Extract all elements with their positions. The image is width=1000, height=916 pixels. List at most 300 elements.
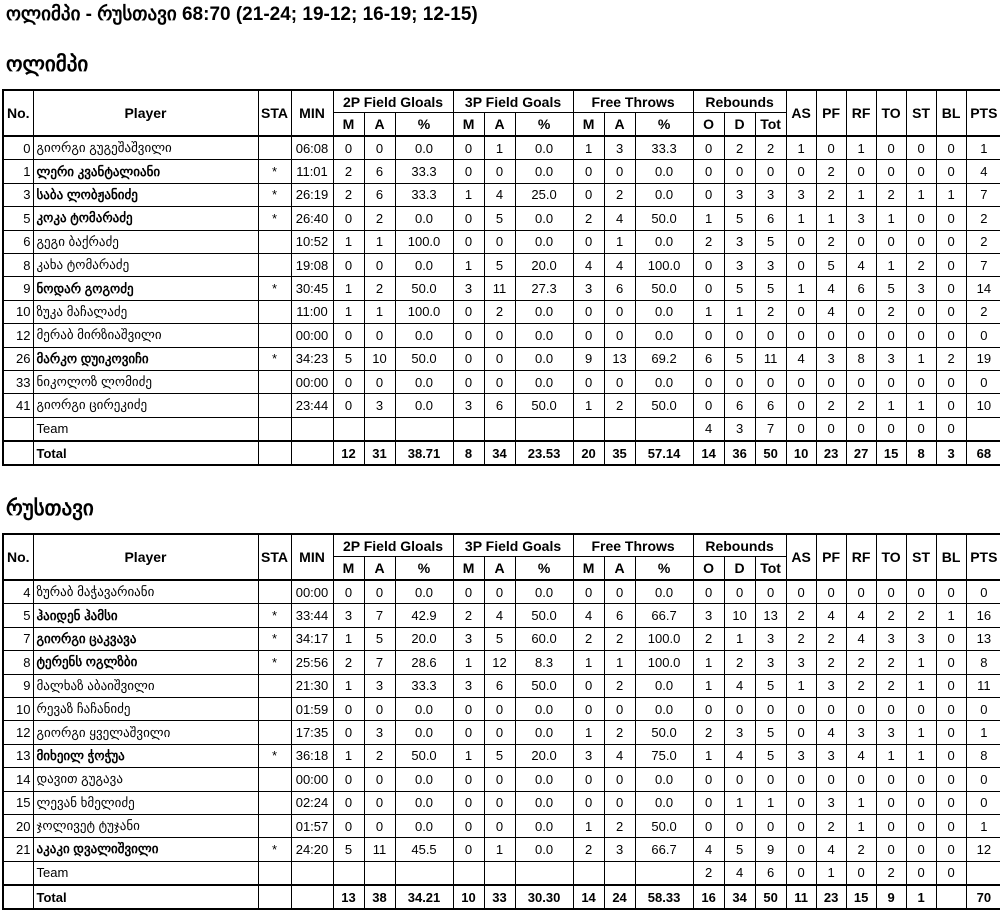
stat-cell: 31 (364, 441, 395, 465)
stat-cell: 0 (484, 768, 515, 791)
stat-cell: 3 (816, 674, 846, 697)
stat-cell: 1 (333, 674, 364, 697)
stat-cell: 4 (846, 253, 876, 276)
stat-cell: 4 (724, 674, 755, 697)
stat-cell: 1 (966, 814, 1000, 837)
stat-cell: 0 (846, 580, 876, 604)
stat-cell: 0 (936, 230, 966, 253)
stat-cell: 8 (3, 253, 33, 276)
stat-cell: 0 (876, 814, 906, 837)
stat-cell: 3 (3, 183, 33, 206)
stat-cell: 3 (573, 277, 604, 300)
header-row (3, 534, 1000, 557)
stat-cell: 0.0 (515, 814, 573, 837)
stat-cell (333, 417, 364, 441)
stat-cell: 6 (846, 277, 876, 300)
stat-cell: 1 (906, 651, 936, 674)
stat-cell: 2 (966, 300, 1000, 323)
stat-cell: 3 (364, 674, 395, 697)
stat-cell: 0.0 (395, 207, 453, 230)
stat-cell: 4 (604, 744, 635, 767)
stat-cell: 0 (693, 791, 724, 814)
stat-cell: 45.5 (395, 838, 453, 861)
stat-cell: 0 (364, 370, 395, 393)
stat-cell: 3 (573, 744, 604, 767)
player-name-cell: აკაკი დვალიშვილი (33, 838, 258, 861)
stat-cell: 8 (846, 347, 876, 370)
col-header-no: No. (3, 534, 33, 580)
sub-header-pct: % (395, 557, 453, 581)
stat-cell: 2 (816, 814, 846, 837)
stat-cell: * (258, 744, 291, 767)
stat-cell: 21 (3, 838, 33, 861)
stat-cell (3, 885, 33, 909)
stat-cell: 9 (755, 838, 786, 861)
stat-cell: 1 (936, 604, 966, 627)
stat-cell: 0 (573, 183, 604, 206)
table-row (3, 394, 1000, 417)
col-header-as: AS (786, 534, 816, 580)
stat-cell: 0 (786, 370, 816, 393)
stat-cell: 0 (906, 207, 936, 230)
stat-cell: 3 (936, 441, 966, 465)
stat-cell: 0 (936, 580, 966, 604)
stat-cell: 2 (755, 300, 786, 323)
stat-cell: 50.0 (515, 674, 573, 697)
stat-cell: 0 (724, 814, 755, 837)
stat-cell: 1 (604, 651, 635, 674)
player-name-cell: ნიკოლოზ ლომიძე (33, 370, 258, 393)
stat-cell: 0 (936, 674, 966, 697)
stat-cell: 1 (846, 814, 876, 837)
stat-cell: 3 (876, 721, 906, 744)
stat-cell: 1 (573, 721, 604, 744)
player-name-cell: გიორგი ცირეკიძე (33, 394, 258, 417)
stat-cell: 3 (724, 417, 755, 441)
stat-cell: 12 (3, 721, 33, 744)
stat-cell: 0.0 (395, 697, 453, 720)
stat-cell (258, 370, 291, 393)
stat-cell: 2 (604, 721, 635, 744)
sub-header-m: M (333, 113, 364, 137)
stat-cell: 1 (906, 744, 936, 767)
player-name-cell: ტერენს ოგლზბი (33, 651, 258, 674)
sub-header-d: D (724, 113, 755, 137)
stat-cell: 0 (693, 277, 724, 300)
stat-cell: 9 (3, 674, 33, 697)
stat-cell: 0 (906, 300, 936, 323)
stat-cell: 0 (333, 721, 364, 744)
stat-cell: 1 (573, 814, 604, 837)
stat-cell: 66.7 (635, 838, 693, 861)
stat-cell: 0 (936, 370, 966, 393)
stat-cell: 2 (876, 651, 906, 674)
stat-cell: 0 (573, 230, 604, 253)
stat-cell: 15 (3, 791, 33, 814)
stat-cell: 20.0 (515, 253, 573, 276)
stat-cell: 4 (484, 604, 515, 627)
stat-cell: 5 (724, 207, 755, 230)
stat-cell: 0 (816, 417, 846, 441)
stat-cell (364, 861, 395, 885)
stat-cell: 0.0 (395, 768, 453, 791)
stat-cell: 1 (333, 627, 364, 650)
stat-cell: 11:00 (291, 300, 333, 323)
stat-cell: 0.0 (515, 580, 573, 604)
table-row (3, 300, 1000, 323)
stat-cell: 33.3 (635, 136, 693, 160)
stat-cell: 13 (966, 627, 1000, 650)
stat-cell: 0 (453, 791, 484, 814)
sub-header-a: A (484, 113, 515, 137)
stat-cell: 6 (724, 394, 755, 417)
stat-cell: 10 (3, 697, 33, 720)
stat-cell: * (258, 183, 291, 206)
stat-cell: 0 (786, 721, 816, 744)
stat-cell: 3 (604, 838, 635, 861)
stat-cell: 0 (936, 207, 966, 230)
stat-cell: 0.0 (395, 814, 453, 837)
stat-cell: 5 (876, 277, 906, 300)
stat-cell: 5 (3, 604, 33, 627)
stat-cell: 0 (604, 697, 635, 720)
stat-cell: 0.0 (515, 160, 573, 183)
table-row (3, 604, 1000, 627)
stat-cell (258, 885, 291, 909)
stat-cell: 1 (693, 300, 724, 323)
stat-cell: 0 (936, 744, 966, 767)
stat-cell (258, 861, 291, 885)
stat-cell: 1 (936, 183, 966, 206)
stat-cell: 10 (3, 300, 33, 323)
stat-cell: 9 (573, 347, 604, 370)
stat-cell: 1 (816, 207, 846, 230)
stat-cell: 4 (846, 627, 876, 650)
stat-cell: 26:19 (291, 183, 333, 206)
sub-header-pct: % (635, 113, 693, 137)
total-row (3, 441, 1000, 465)
stat-cell: 0 (876, 768, 906, 791)
stat-cell: 0 (846, 230, 876, 253)
stat-cell: 0 (364, 697, 395, 720)
stat-cell (258, 136, 291, 160)
stat-cell: 0 (484, 160, 515, 183)
stat-cell: 0 (936, 277, 966, 300)
stat-cell: 34 (724, 885, 755, 909)
stat-cell: 02:24 (291, 791, 333, 814)
stat-cell: 1 (966, 136, 1000, 160)
stat-cell: 0 (453, 160, 484, 183)
stat-cell: 15 (876, 441, 906, 465)
stat-cell: 0 (906, 768, 936, 791)
stat-cell: 34:17 (291, 627, 333, 650)
stat-cell: * (258, 277, 291, 300)
stat-cell: 11 (364, 838, 395, 861)
stat-cell: 0 (906, 697, 936, 720)
stat-cell: 2 (724, 651, 755, 674)
stat-cell: 2 (693, 230, 724, 253)
player-name-cell: კოკა ტომარაძე (33, 207, 258, 230)
stat-cell: 3 (786, 651, 816, 674)
stat-cell: 0 (846, 768, 876, 791)
stat-cell: 0.0 (395, 324, 453, 347)
stat-cell: 0 (936, 136, 966, 160)
stat-cell: 00:00 (291, 370, 333, 393)
stat-cell: 2 (846, 394, 876, 417)
stat-cell: 0 (906, 861, 936, 885)
stat-cell: 2 (755, 136, 786, 160)
stat-cell: 0 (786, 814, 816, 837)
stat-cell: 0.0 (515, 207, 573, 230)
stat-cell: 1 (846, 136, 876, 160)
stat-cell: 0 (966, 768, 1000, 791)
stat-cell: 0 (906, 136, 936, 160)
stat-cell: 4 (3, 580, 33, 604)
stat-cell: 23 (816, 885, 846, 909)
stat-cell: 5 (724, 347, 755, 370)
stat-cell: 8 (3, 651, 33, 674)
stat-cell: 0 (786, 253, 816, 276)
col-header-to: TO (876, 534, 906, 580)
stat-cell: 1 (484, 838, 515, 861)
col-header-min: MIN (291, 90, 333, 136)
player-name-cell: ლერი კვანტალიანი (33, 160, 258, 183)
stat-cell: 1 (876, 207, 906, 230)
stat-cell: 3 (755, 627, 786, 650)
stat-cell: 2 (573, 207, 604, 230)
stat-cell (604, 861, 635, 885)
stat-cell: 0 (484, 721, 515, 744)
stat-cell: 14 (966, 277, 1000, 300)
stat-cell (364, 417, 395, 441)
stat-cell: 0 (936, 721, 966, 744)
stat-cell: * (258, 838, 291, 861)
stat-cell: 0 (906, 230, 936, 253)
stat-cell: 0 (484, 324, 515, 347)
stat-cell: 0.0 (515, 324, 573, 347)
player-name-cell: ლევან ხმელიძე (33, 791, 258, 814)
stat-cell: 0 (936, 627, 966, 650)
stat-cell: 1 (453, 744, 484, 767)
stat-cell: 0 (876, 324, 906, 347)
stat-cell: 10 (966, 394, 1000, 417)
stat-cell (258, 674, 291, 697)
stat-cell: 3 (364, 721, 395, 744)
stat-cell: 2 (966, 230, 1000, 253)
stat-cell: 01:59 (291, 697, 333, 720)
stat-cell: 0 (693, 814, 724, 837)
stat-cell: 14 (693, 441, 724, 465)
stat-cell: 7 (966, 253, 1000, 276)
stat-cell: 10 (724, 604, 755, 627)
stat-cell: 0 (484, 697, 515, 720)
stat-cell: 5 (484, 253, 515, 276)
table-row (3, 651, 1000, 674)
stat-cell: 0.0 (515, 768, 573, 791)
stat-cell: * (258, 347, 291, 370)
stat-cell: 0 (816, 580, 846, 604)
table-row (3, 207, 1000, 230)
stat-cell: 0.0 (395, 136, 453, 160)
stat-cell: 0 (333, 136, 364, 160)
stat-cell: 0 (333, 207, 364, 230)
stat-cell (258, 300, 291, 323)
stat-cell: 58.33 (635, 885, 693, 909)
stat-cell: 0 (966, 370, 1000, 393)
stat-cell: 0.0 (515, 347, 573, 370)
stat-cell: 0 (786, 861, 816, 885)
stat-cell: 50.0 (635, 207, 693, 230)
stat-cell: 2 (816, 394, 846, 417)
stat-cell: 2 (816, 160, 846, 183)
stat-cell: 14 (3, 768, 33, 791)
stat-cell: 4 (816, 604, 846, 627)
stat-cell: 24:20 (291, 838, 333, 861)
box-score-table-away (2, 533, 1000, 910)
stat-cell: 2 (846, 838, 876, 861)
sub-header-a: A (364, 113, 395, 137)
stat-cell: 0 (936, 697, 966, 720)
stat-cell: 10 (364, 347, 395, 370)
total-row (3, 885, 1000, 909)
stat-cell: 0 (484, 814, 515, 837)
stat-cell: 2 (876, 861, 906, 885)
stat-cell: 12 (333, 441, 364, 465)
col-header-no: No. (3, 90, 33, 136)
stat-cell: 3 (453, 627, 484, 650)
player-name-cell: გიორგი ცაკვავა (33, 627, 258, 650)
stat-cell: 36:18 (291, 744, 333, 767)
stat-cell: 13 (755, 604, 786, 627)
stat-cell: 0 (573, 580, 604, 604)
stat-cell: 100.0 (635, 253, 693, 276)
stat-cell: 8 (966, 651, 1000, 674)
col-header-fg3: 3P Field Goals (453, 90, 573, 113)
stat-cell: 2 (876, 604, 906, 627)
stat-cell: 1 (453, 253, 484, 276)
stat-cell: 3 (816, 347, 846, 370)
table-row (3, 417, 1000, 441)
stat-cell: 4 (573, 604, 604, 627)
stat-cell: 2 (364, 744, 395, 767)
stat-cell: 0 (333, 253, 364, 276)
stat-cell (3, 417, 33, 441)
stat-cell: 0 (846, 300, 876, 323)
sub-header-m: M (453, 113, 484, 137)
col-header-bl: BL (936, 90, 966, 136)
stat-cell: 0 (453, 207, 484, 230)
stat-cell: 0 (906, 417, 936, 441)
stat-cell: 0 (876, 697, 906, 720)
stat-cell: 0 (453, 721, 484, 744)
stat-cell: 20 (3, 814, 33, 837)
stat-cell: 0.0 (395, 580, 453, 604)
stat-cell (258, 791, 291, 814)
stat-cell: 5 (333, 347, 364, 370)
stat-cell: 0 (693, 160, 724, 183)
player-name-cell: Total (33, 441, 258, 465)
stat-cell (453, 417, 484, 441)
stat-cell: 0 (846, 160, 876, 183)
stat-cell: 1 (693, 651, 724, 674)
stat-cell: 33 (484, 885, 515, 909)
stat-cell: 3 (333, 604, 364, 627)
stat-cell: 0 (693, 768, 724, 791)
stat-cell (258, 394, 291, 417)
player-name-cell: რევაზ ჩაჩანიძე (33, 697, 258, 720)
player-name-cell: Total (33, 885, 258, 909)
stat-cell (635, 417, 693, 441)
player-name-cell: ნოდარ გოგოძე (33, 277, 258, 300)
stat-cell: 0 (906, 324, 936, 347)
stat-cell: 0 (816, 370, 846, 393)
stat-cell: 00:00 (291, 580, 333, 604)
stat-cell: 0 (755, 697, 786, 720)
stat-cell: 1 (966, 721, 1000, 744)
player-name-cell: საბა ლობჟანიძე (33, 183, 258, 206)
stat-cell: 0 (604, 160, 635, 183)
stat-cell: 0 (573, 768, 604, 791)
sub-header-m: M (333, 557, 364, 581)
stat-cell: 4 (846, 604, 876, 627)
stat-cell: 0 (936, 814, 966, 837)
table-row (3, 861, 1000, 885)
stat-cell (291, 441, 333, 465)
stat-cell: 0 (573, 674, 604, 697)
stat-cell: 0 (816, 697, 846, 720)
table-row (3, 744, 1000, 767)
stat-cell: 4 (816, 277, 846, 300)
stat-cell: 4 (816, 838, 846, 861)
stat-cell: 2 (604, 814, 635, 837)
stat-cell: 0.0 (635, 183, 693, 206)
stat-cell: 1 (786, 136, 816, 160)
stat-cell: 1 (604, 230, 635, 253)
stat-cell: 1 (876, 744, 906, 767)
stat-cell: 66.7 (635, 604, 693, 627)
stat-cell: 20 (573, 441, 604, 465)
stat-cell: 41 (3, 394, 33, 417)
col-header-fg3: 3P Field Goals (453, 534, 573, 557)
stat-cell: 0.0 (635, 300, 693, 323)
stat-cell: 0 (333, 768, 364, 791)
table-row (3, 697, 1000, 720)
stat-cell: 50.0 (395, 744, 453, 767)
stat-cell: 5 (816, 253, 846, 276)
stat-cell: 0.0 (635, 580, 693, 604)
stat-cell: 34 (484, 441, 515, 465)
stat-cell: 1 (573, 136, 604, 160)
table-row (3, 627, 1000, 650)
stat-cell: 6 (364, 160, 395, 183)
stat-cell: 0 (966, 580, 1000, 604)
stat-cell: 12 (3, 324, 33, 347)
stat-cell: 0.0 (515, 791, 573, 814)
stat-cell: 0 (724, 370, 755, 393)
col-header-pts: PTS (966, 90, 1000, 136)
table-row (3, 721, 1000, 744)
stat-cell: 5 (364, 627, 395, 650)
stat-cell: 7 (364, 604, 395, 627)
stat-cell (573, 417, 604, 441)
stat-cell: 38.71 (395, 441, 453, 465)
stat-cell: 20.0 (395, 627, 453, 650)
stat-cell: 12 (966, 838, 1000, 861)
stat-cell: 0 (364, 580, 395, 604)
stat-cell: 1 (846, 791, 876, 814)
stat-cell (258, 768, 291, 791)
stat-cell: * (258, 160, 291, 183)
